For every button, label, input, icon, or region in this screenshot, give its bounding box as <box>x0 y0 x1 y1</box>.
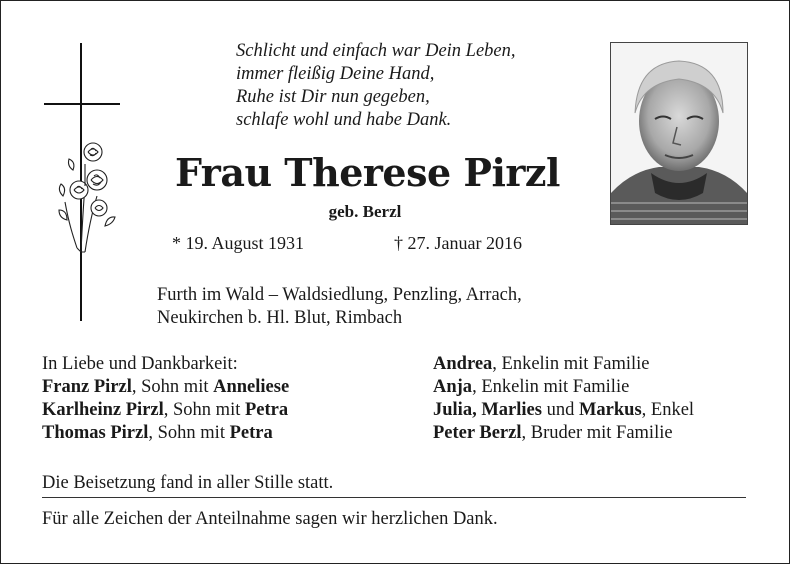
mourners-intro: In Liebe und Dankbarkeit: <box>42 354 238 374</box>
poem-line: schlafe wohl und habe Dank. <box>236 110 452 130</box>
poem-line: Ruhe ist Dir nun gegeben, <box>236 87 430 107</box>
places-line: Furth im Wald – Waldsiedlung, Penzling, Arrach, <box>157 285 522 305</box>
birth-name: geb. Berzl <box>328 202 402 221</box>
mourner-entry: Julia, Marlies und Markus, Enkel <box>433 400 695 420</box>
places <box>157 284 637 330</box>
divider-line <box>42 497 746 498</box>
poem-line: immer fleißig Deine Hand, <box>236 64 435 84</box>
poem-line: Schlicht und einfach war Dein Leben, <box>236 41 516 61</box>
roses-icon <box>55 140 119 260</box>
mourner-entry: Anja, Enkelin mit Familie <box>433 377 630 397</box>
life-dates <box>172 232 572 254</box>
mourner-entry: Andrea, Enkelin mit Familie <box>433 354 650 374</box>
portrait-photo <box>610 42 748 225</box>
birth-date: * 19. August 1931 <box>172 233 305 253</box>
death-date: † 27. Januar 2016 <box>394 233 522 253</box>
thanks-note: Für alle Zeichen der Anteilnahme sagen wir herzlichen Dank. <box>42 509 498 529</box>
deceased-name: Frau Therese Pirzl <box>175 150 560 195</box>
mourner-entry: Franz Pirzl, Sohn mit Anneliese <box>42 377 290 397</box>
poem <box>236 40 596 132</box>
mourner-entry: Thomas Pirzl, Sohn mit Petra <box>42 423 273 443</box>
burial-note: Die Beisetzung fand in aller Stille statt. <box>42 473 334 493</box>
places-line: Neukirchen b. Hl. Blut, Rimbach <box>157 308 403 328</box>
mourners-left <box>42 353 402 445</box>
mourners-right <box>433 353 753 445</box>
mourner-entry: Peter Berzl, Bruder mit Familie <box>433 423 673 443</box>
mourner-entry: Karlheinz Pirzl, Sohn mit Petra <box>42 400 289 420</box>
